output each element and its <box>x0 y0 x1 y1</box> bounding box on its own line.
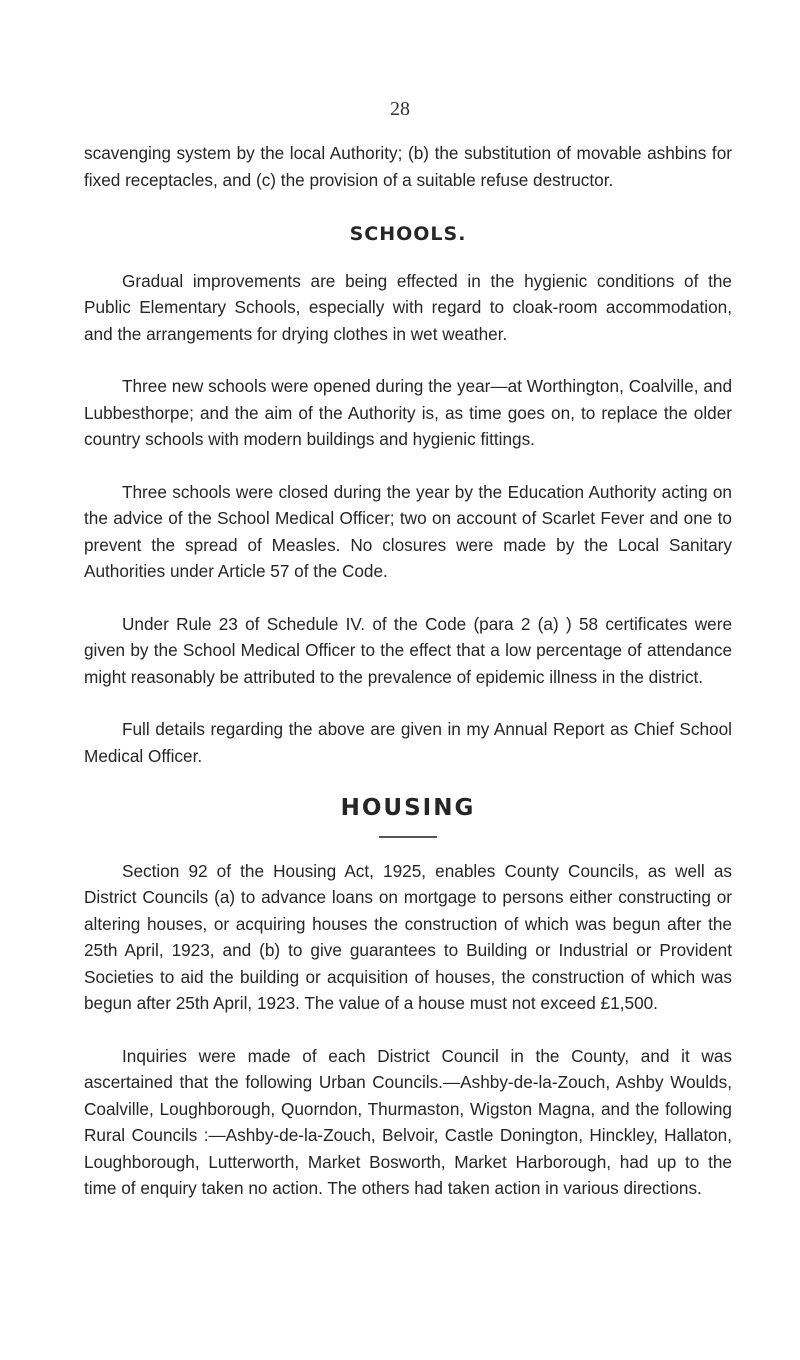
housing-heading: HOUSING <box>340 795 476 821</box>
schools-paragraph-3: Three schools were closed during the year by the Education Authority acting on the advice of the School Medical Officer; two on account of Scarlet Fever and one to prevent the spread of Measles. No closures were made by the Local Sanitary Authorities under Article 57 of the Code. <box>84 481 732 581</box>
intro-paragraph: scavenging system by the local Authority; (b) the substitution of movable ashbins for fixed receptacles, and (c) the provision of a suitable refuse destructor. <box>84 143 732 190</box>
schools-section <box>84 268 732 770</box>
housing-paragraph-2: Inquiries were made of each District Council in the County, and it was ascertained that the following Urban Councils.—Ashby-de-la-Zouch, Ashby Woulds, Coalville, Loughborough, Quorndon, Thurmaston, Wigston Magna, and the following Rural Councils :—Ashby-de-la-Zouch, Belvoir, Castle Donington, Hinckley, Hallaton, Loughborough, Lutterworth, Market Bosworth, Market Harborough, had up to the time of enquiry taken no action. The others had taken action in various directions. <box>84 1045 732 1198</box>
page-number: 28 <box>390 98 410 120</box>
schools-paragraph-4: Under Rule 23 of Schedule IV. of the Code (para 2 (a) ) 58 certificates were given by the School Medical Officer to the effect that a low percentage of attendance might reasonably be attributed to the prevalence of epidemic illness in the district. <box>84 613 732 687</box>
housing-section <box>84 858 732 1202</box>
page-body <box>84 140 732 1202</box>
schools-paragraph-5: Full details regarding the above are given in my Annual Report as Chief School Medical Officer. <box>84 719 732 766</box>
schools-heading: SCHOOLS. <box>349 223 467 245</box>
schools-paragraph-2: Three new schools were opened during the year—at Worthington, Coalville, and Lubbesthorpe; and the aim of the Authority is, as time goes on, to replace the older country schools with modern buildings and hygienic fittings. <box>84 376 732 449</box>
heading-underline-divider <box>379 836 437 838</box>
housing-paragraph-1: Section 92 of the Housing Act, 1925, enables County Councils, as well as District Councils (a) to advance loans on mortgage to persons either constructing or altering houses, or acquiring houses the construction of which was begun after the 25th April, 1923, and (b) to give guarantees to Building or Industrial or Provident Societies to aid the building or acquisition of houses, the construction of which was begun after 25th April, 1923. The value of a house must not exceed £1,500. <box>84 860 732 1013</box>
schools-paragraph-1: Gradual improvements are being effected in the hygienic conditions of the Public Elementary Schools, especially with regard to cloak-room accommodation, and the arrangements for drying clothes in wet weather. <box>84 270 732 344</box>
